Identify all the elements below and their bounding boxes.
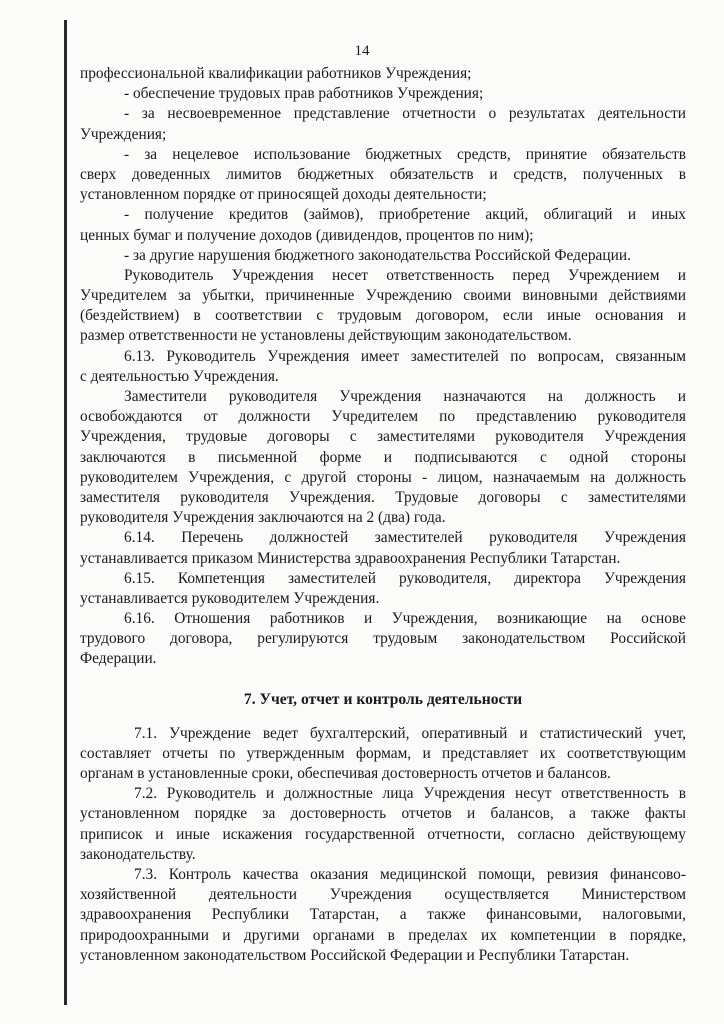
text-line: устанавливается руководителем Учреждения. [80,589,380,607]
text-line: законодательству. [80,845,196,863]
text-line: 7.1. Учреждение ведет бухгалтерский, оперативный и статистический учет, [134,724,686,742]
text-line: - за несвоевременное представление отчетности о результатах деятельности [124,105,686,123]
text-line: - обеспечение трудовых прав работников Учреждения; [124,85,484,103]
text-line: ценных бумаг и получение доходов (дивидендов, процентов по ним); [80,226,534,244]
text-line: сверх доведенных лимитов бюджетных обязательств и средств, полученных в [80,165,686,183]
document-body [80,64,686,966]
text-line: составляет отчеты по утвержденным формам, и представляет их соответствующим [80,744,686,762]
section-7 [80,724,686,966]
text-line: - за нецелевое использование бюджетных средств, принятие обязательств [124,145,686,163]
text-line: установленном порядке за достоверность отчетов и балансов, а также факты [80,805,686,823]
text-line: Учредителем за убытки, причиненные Учреждению своими виновными действиями [80,287,686,305]
text-line: заключаются в письменной форме и подписываются с одной стороны [80,448,686,466]
section-spacer [80,670,686,690]
text-line: Заместители руководителя Учреждения назначаются на должность и [124,388,686,405]
text-line: установленном законодательством Российской Федерации и Республики Татарстан. [80,946,630,964]
text-line: - за другие нарушения бюджетного законодательства Российской Федерации. [124,246,631,264]
text-line: 7.3. Контроль качества оказания медицинской помощи, ревизия финансово- [134,865,686,883]
text-line: размер ответственности не установлены действующим законодательством. [80,327,572,345]
text-line: с деятельностью Учреждения. [80,367,279,385]
text-line: 6.15. Компетенция заместителей руководителя, директора Учреждения [124,569,686,587]
text-line: - получение кредитов (займов), приобретение акций, облигаций и иных [124,206,686,224]
text-line: Учреждения; [80,125,167,143]
text-line: руководителем Учреждения, с другой стороны - лицом, назначаемым на должность [80,468,686,486]
text-line: заместителя руководителя Учреждения. Трудовые договоры с заместителями [80,488,686,506]
section-6-continued [80,64,686,670]
text-line: хозяйственной деятельности Учреждения осуществляется Министерством [80,886,686,904]
text-line: Руководитель Учреждения несет ответственность перед Учреждением и [124,266,686,284]
binding-margin-line [64,20,67,1005]
heading-spacer [80,712,686,724]
text-line: освобождаются от должности Учредителем по представлению руководителя [80,408,686,426]
text-line: органам в установленные сроки, обеспечивая достоверность отчетов и балансов. [80,765,611,782]
text-line: 6.16. Отношения работников и Учреждения, возникающие на основе [124,610,686,628]
text-line: устанавливается приказом Министерства здравоохранения Республики Татарстан. [80,549,621,567]
page-number: 14 [354,43,370,59]
text-line: приписок и иные искажения государственной отчетности, согласно действующему [80,825,686,843]
text-line: трудового договора, регулируются трудовым законодательством Российской [80,630,686,648]
text-line: руководителя Учреждения заключаются на 2 (два) года. [80,509,446,527]
text-line: 6.13. Руководитель Учреждения имеет заместителей по вопросам, связанным [124,347,686,365]
section-heading: 7. Учет, отчет и контроль деятельности [243,690,523,708]
text-line: здравоохранения Республики Татарстан, а также финансовыми, налоговыми, [80,906,686,924]
text-line: Учреждения, трудовые договоры с заместителями руководителя Учреждения [80,428,686,446]
text-line: природоохранными и другими органами в пределах их компетенции в порядке, [80,926,686,944]
text-line: профессиональной квалификации работников Учреждения; [80,65,472,82]
text-line: (бездействием) в соответствии с трудовым договором, если иные основания и [80,307,686,325]
text-line: 7.2. Руководитель и должностные лица Учреждения несут ответственность в [134,785,686,803]
text-line: установленном порядке от приносящей доходы деятельности; [80,186,487,204]
text-line: Федерации. [80,650,157,668]
text-line: 6.14. Перечень должностей заместителей руководителя Учреждения [124,529,686,547]
